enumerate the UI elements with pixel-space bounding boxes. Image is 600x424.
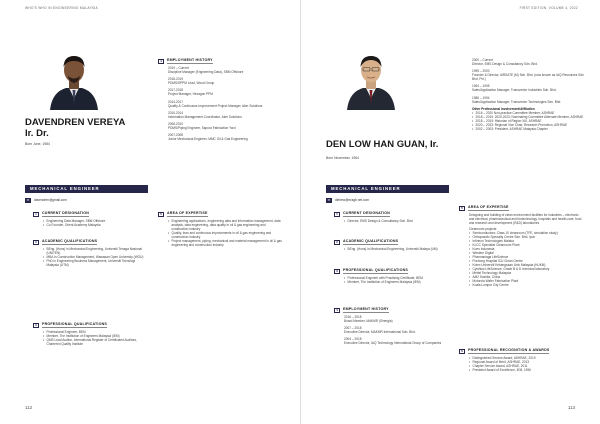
current-designation-list <box>43 219 148 227</box>
mail-icon: ✉ <box>327 198 331 203</box>
clients-title: Cleanroom projects: <box>469 227 498 231</box>
list-item: • Western Digital <box>469 251 584 255</box>
section-number: 1 <box>33 212 39 217</box>
list-item: • Kuala Lumpur City Centre <box>469 283 584 287</box>
section-title: AREA OF EXPERTISE <box>468 205 509 210</box>
portrait-photo-icon <box>341 46 401 110</box>
list-item: • 2018 – 2019: Historian of Region XIII, ASHRAE <box>472 119 584 123</box>
history-role: Board Member, MAKMR (Sinergia) <box>344 319 393 323</box>
professional-qualifications-section <box>33 322 148 346</box>
academic-qualifications-section <box>334 239 449 251</box>
employment-history-section <box>158 58 283 144</box>
person-name-line2: Ir. Dr. <box>25 127 49 139</box>
section-title: CURRENT DESIGNATION <box>343 211 391 216</box>
history-entry <box>168 122 283 130</box>
history-entry <box>344 337 449 345</box>
other-involvement-list <box>472 111 584 131</box>
list-item: • KLCC Specialist Cleanroom Plant <box>469 243 584 247</box>
list-item: • Motorola Wafer Fabrication Plant <box>469 279 584 283</box>
list-item: • Puchong Hospital ICU Clean Centre <box>469 259 584 263</box>
current-designation-section <box>334 211 449 223</box>
employment-list <box>158 66 283 141</box>
portrait-photo-den-low <box>341 46 401 110</box>
history-years: 2004 – 2018 <box>344 337 362 342</box>
section-number: 1 <box>334 212 340 217</box>
expertise-intro: Designing and building of clean environment facilities for industries – electronic and electrical, pharmaceutical and biotechnology, hospitals and health-care, food and research and development (R&D) laboratories <box>469 213 582 225</box>
academic-list <box>344 247 449 251</box>
list-item: • 2016 – 2020 Non-practice Committee Member, ASHRAE <box>472 111 584 115</box>
section-title: PROFESSIONAL RECOGNITION & AWARDS <box>468 348 550 353</box>
list-item: • Infineon Technologies Malaka <box>469 239 584 243</box>
area-of-expertise-section <box>459 205 584 287</box>
list-item: • BEng. (Hons) in Mechanical Engineering, Universiti Tenaga Nasional (UNITEN) <box>43 247 148 255</box>
list-item: • Professional Engineer, BEM <box>43 330 148 334</box>
history-role: PDMS/SPPM Lead, Wood Group <box>168 81 215 86</box>
section-number: 2 <box>33 240 39 245</box>
history-entry <box>472 69 584 81</box>
section-number: 4 <box>334 308 340 313</box>
professional-list <box>43 330 148 346</box>
history-entry <box>472 96 584 104</box>
list-item: • Cytoflow LifeScience, Grade B & D chemical laboratory <box>469 267 584 271</box>
history-years: 2007 – 2018 <box>344 326 362 331</box>
other-involvement-title: Other Professional Involvement/Affiliation <box>472 106 535 111</box>
email-row <box>326 198 369 203</box>
history-entry <box>168 111 283 119</box>
history-years: 1995 – 2000 <box>472 69 490 74</box>
portrait-photo-icon <box>44 46 104 110</box>
history-role: Sales/Application Manager, Transvector Technologies Sdn. Bhd. <box>472 99 562 104</box>
right-page <box>300 0 600 424</box>
section-title: PROFESSIONAL QUALIFICATIONS <box>42 322 107 327</box>
employment-list-continued <box>472 58 584 104</box>
list-item: • Professional Engineer with Practising Certificate, BEM <box>344 276 449 280</box>
list-item: • Distinguished Service Award, ASHRAE, 2019 <box>469 356 584 360</box>
history-role: PDMS/Piping Engineer, Sapura Fabrication Yard <box>168 125 236 130</box>
professional-list <box>344 276 449 284</box>
list-item: • 2018 – 2019, 2020-2023: Nominating Committee Alternate Member, ASHRAE <box>472 115 584 119</box>
email-address[interactable]: davendren@gmail.com <box>34 198 67 203</box>
list-item: • Engineering applications, engineering data and information management, data analysis, data engineering, data quality in oil & gas engineering and construction industry <box>168 219 283 231</box>
running-head: FIRST EDITION, VOLUME 4, 2022 <box>519 6 578 10</box>
history-entry <box>168 100 283 108</box>
history-years: 2019 – Current <box>168 66 189 70</box>
list-item: • Pharmaniaga LifeScience <box>469 255 584 259</box>
section-number: 4 <box>158 59 164 64</box>
section-title: EMPLOYMENT HISTORY <box>167 58 213 63</box>
expertise-list <box>168 219 283 247</box>
history-years: 2017-2018 <box>168 88 184 93</box>
history-years: 1986 – 1994 <box>472 95 490 100</box>
history-entry <box>472 84 584 92</box>
history-years: 2008-2010 <box>168 121 184 126</box>
mail-icon: ✉ <box>26 198 30 203</box>
area-of-expertise-section <box>158 211 283 247</box>
list-item: • Kotex Universiti Kebangsaan Univ Malaysia (HUKM) <box>469 263 584 267</box>
list-item: • AM2 Sushila, China <box>469 275 584 279</box>
section-number: 2 <box>334 240 340 245</box>
list-item: • Mettel Technology Malaysia <box>469 271 584 275</box>
section-number: 3 <box>334 269 340 274</box>
history-entry <box>168 66 283 74</box>
history-years: 1994 – 1995 <box>472 84 490 89</box>
list-item: • Chapter Service Award, ASHRAE, 2011 <box>469 364 584 368</box>
list-item: • Kuen Indonesia <box>469 247 584 251</box>
section-title: CURRENT DESIGNATION <box>42 211 90 216</box>
person-name <box>25 118 125 139</box>
birth-date: Born June, 1984 <box>25 142 50 146</box>
history-role: Quality & Continuous Improvement Project Manager, Aker Solutions <box>168 103 263 108</box>
history-entry <box>168 77 283 85</box>
history-entry <box>168 133 283 141</box>
list-item: • Semiconductors: Class 10 cleanroom (TFE, simulation study) <box>469 231 584 235</box>
list-item: • PhD in Engineering Business Management, Universiti Teknologi Malaysia (UTM) <box>43 259 148 267</box>
section-title: AREA OF EXPERTISE <box>167 211 208 216</box>
history-years: 2007-2008 <box>168 133 184 138</box>
person-name-line1: DAVENDREN VEREYA <box>25 117 126 128</box>
list-item: • QMS Lead Auditor, International Register of Certificated Auditors, Chartered Quality Institute <box>43 338 148 346</box>
list-item: • Member, The Institution of Engineers Malaysia (IEM) <box>344 280 449 284</box>
list-item: • Orthopaedic Specialty Centre Sdn. Bhd. Ipoh <box>469 235 584 239</box>
role-bar: MECHANICAL ENGINEER <box>25 185 148 193</box>
history-entry <box>344 326 449 334</box>
history-entry <box>344 315 449 323</box>
history-years: 2014-2017 <box>168 99 184 104</box>
role-bar: MECHANICAL ENGINEER <box>326 185 449 193</box>
list-item: • MBA in Construction Management, Wawasan Open University (WOU) <box>43 255 148 259</box>
recognition-list <box>469 356 584 372</box>
portrait-photo-davendren <box>44 46 104 110</box>
page-number: 113 <box>567 405 575 410</box>
current-designation-section <box>33 211 148 227</box>
section-title: ACADEMIC QUALIFICATIONS <box>343 239 399 244</box>
list-item: • Co-Founder, Orient Academy Malaysia <box>43 223 148 227</box>
history-role: Project Manager, Hexagon PPM <box>168 92 213 97</box>
recognition-awards-section <box>459 348 584 372</box>
history-role: Information Management Coordinator, Aker Solutions <box>168 114 242 119</box>
history-years: 2018-2019 <box>168 77 184 82</box>
list-item: • President Award of Excellence, IEM, 1996 <box>469 368 584 372</box>
section-number: 5 <box>158 212 164 217</box>
current-designation-list <box>344 219 449 223</box>
email-row <box>25 198 67 203</box>
list-item: • 2020 – 2023: Regional Vice Chair, Research Promotion, ASHRAE <box>472 123 584 127</box>
section-number: 5 <box>459 206 465 211</box>
list-item: • Director, EMS Design & Consultancy Sdn. Bhd. <box>344 219 449 223</box>
history-entry <box>472 58 584 66</box>
history-entry <box>168 88 283 96</box>
employment-history-continued <box>459 58 584 131</box>
section-title: ACADEMIC QUALIFICATIONS <box>42 239 98 244</box>
section-title: PROFESSIONAL QUALIFICATIONS <box>343 268 408 273</box>
history-years: 2010-2014 <box>168 110 184 115</box>
list-item: • Member, The Institution of Engineers Malaysia (IEM) <box>43 334 148 338</box>
list-item: • Engineering Data Manager, SBM Offshore <box>43 219 148 223</box>
history-years: 2000 – Current <box>472 58 493 62</box>
history-role: Executive Director, IAQ Technology International Group of Companies <box>344 341 442 346</box>
history-role: Discipline Manager (Engineering Data), SBM Offshore <box>168 70 244 74</box>
person-name: DEN LOW HAN GUAN, Ir. <box>326 139 439 150</box>
list-item: • BEng. (Hons) in Mechanical Engineering, Universiti Malaya (UM) <box>344 247 449 251</box>
history-role: Director, EMS Design & Consultancy Sdn. Bhd. <box>472 62 538 66</box>
history-years: 2016 – 2018 <box>344 315 362 319</box>
history-role: Sales/Application Manager, Transvector Industries Sdn. Bhd. <box>472 88 557 93</box>
academic-qualifications-section <box>33 239 148 267</box>
expertise-list <box>469 231 584 287</box>
list-item: • Project management, piping, mechanical and material management in oil & gas engineering and construction industry <box>168 239 283 247</box>
history-role: Executive Director, MAKMR International Sdn. Bhd. <box>344 330 416 335</box>
list-item: • 2002 – 2003: President, ASHRAE Malaysia Chapter <box>472 127 584 131</box>
page-number: 112 <box>25 405 33 410</box>
running-head: WHO'S WHO IN ENGINEERING MALAYSIA <box>25 6 98 10</box>
history-role: Junior Mechanical Engineer, MMC Oil & Gas Engineering <box>168 137 248 142</box>
section-title: EMPLOYMENT HISTORY <box>343 307 389 312</box>
history-role: Founder & Director, AIRSATE (M) Sdn. Bhd. (now known as IAQ Resources Sdn Bhd, Pvt.) <box>472 73 584 82</box>
list-item: • Regional Award of Merit, ASHRAE, 2013 <box>469 360 584 364</box>
section-number: 3 <box>33 323 39 328</box>
list-item: • Quality, lean and continuous improvements in oil & gas engineering and construction industry <box>168 231 283 239</box>
professional-qualifications-section <box>334 268 449 284</box>
section-number: 6 <box>459 349 465 354</box>
employment-list <box>334 315 449 345</box>
employment-history-section <box>334 307 449 349</box>
academic-list <box>43 247 148 267</box>
email-address[interactable]: dlehew@ecsgb.net.com <box>335 198 370 203</box>
birth-date: Born November, 1964 <box>326 156 359 160</box>
